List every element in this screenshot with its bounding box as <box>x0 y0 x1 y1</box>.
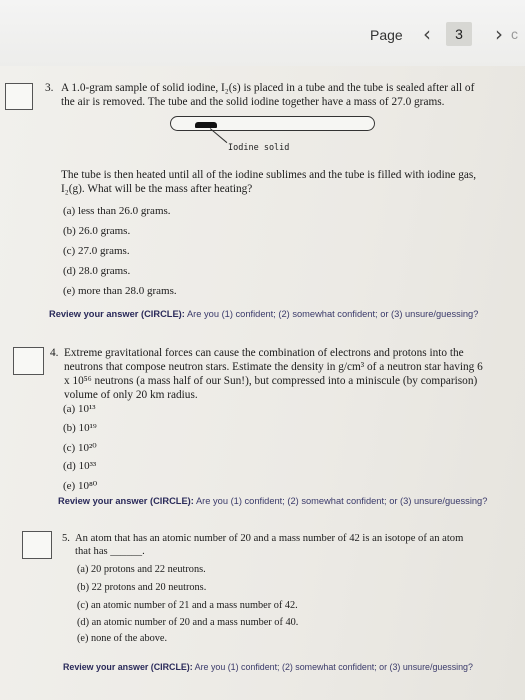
q3-review-label: Review your answer (CIRCLE): <box>49 309 185 319</box>
q3-answer-box[interactable] <box>5 83 33 110</box>
q4-choice-c[interactable]: (c) 10²⁰ <box>63 442 97 454</box>
q4-choice-b[interactable]: (b) 10¹⁹ <box>63 422 97 434</box>
q5-choice-d[interactable]: (d) an atomic number of 20 and a mass number of 40. <box>77 617 299 628</box>
q5-number: 5. <box>62 533 70 544</box>
q4-choice-d[interactable]: (d) 10³³ <box>63 460 97 472</box>
q4-text-line-4: volume of only 20 km radius. <box>64 389 198 401</box>
q4-review-prompt[interactable] <box>58 496 487 506</box>
q3-text-line-3: The tube is then heated until all of the iodine sublimes and the tube is filled with iodine gas, <box>61 169 477 181</box>
q4-answer-box[interactable] <box>13 347 44 375</box>
page-label: Page <box>370 27 403 43</box>
iodine-solid-figure <box>195 122 217 128</box>
q4-choice-a[interactable]: (a) 10¹³ <box>63 403 96 415</box>
question-5 <box>62 532 464 557</box>
q5-review-prompt[interactable] <box>63 662 473 672</box>
q3-text-line-4: I₂(g). What will be the mass after heating? <box>61 183 253 195</box>
q5-answer-box[interactable] <box>22 531 52 559</box>
q4-review-options: Are you (1) confident; (2) somewhat confident; or (3) unsure/guessing? <box>193 496 488 506</box>
previous-page-icon[interactable]: ‹ <box>423 22 431 46</box>
cut-off-text: c <box>511 26 518 42</box>
q5-text-line-1: An atom that has an atomic number of 20 and a mass number of 42 is an isotope of an atom <box>75 533 464 544</box>
page-toolbar <box>0 0 525 67</box>
q3-choice-b[interactable]: (b) 26.0 grams. <box>63 225 131 237</box>
q5-choice-e[interactable]: (e) none of the above. <box>77 633 168 644</box>
q3-text-line-1: A 1.0-gram sample of solid iodine, I₂(s) is placed in a tube and the tube is sealed after all of <box>61 82 475 94</box>
question-3 <box>45 81 505 108</box>
question-4 <box>50 346 483 401</box>
q5-choice-b[interactable]: (b) 22 protons and 20 neutrons. <box>77 582 207 593</box>
q4-choice-e[interactable]: (e) 10⁸⁰ <box>63 480 98 492</box>
q4-text-line-2: neutrons that compose neutron stars. Estimate the density in g/cm³ of a neutron star having 6 <box>64 361 483 373</box>
q5-choice-a[interactable]: (a) 20 protons and 22 neutrons. <box>77 564 206 575</box>
q5-choice-c[interactable]: (c) an atomic number of 21 and a mass number of 42. <box>77 600 298 611</box>
q4-text-line-3: x 10⁵⁶ neutrons (a mass half of our Sun!), but compressed into a miniscule (by comparison) <box>64 375 478 387</box>
q3-choice-d[interactable]: (d) 28.0 grams. <box>63 265 131 277</box>
q3-choice-a[interactable]: (a) less than 26.0 grams. <box>63 205 171 217</box>
q3-number: 3. <box>45 82 54 94</box>
q3-review-prompt[interactable] <box>49 309 478 319</box>
q5-text-line-2: that has ______. <box>75 546 145 557</box>
q3-continued <box>61 168 476 196</box>
q4-text-line-1: Extreme gravitational forces can cause the combination of electrons and protons into the <box>64 347 464 359</box>
q3-review-options: Are you (1) confident; (2) somewhat confident; or (3) unsure/guessing? <box>184 309 479 319</box>
q4-number: 4. <box>50 347 59 359</box>
q3-choice-c[interactable]: (c) 27.0 grams. <box>63 245 130 257</box>
q4-review-label: Review your answer (CIRCLE): <box>58 496 194 506</box>
q3-text-line-2: the air is removed. The tube and the solid iodine together have a mass of 27.0 grams. <box>61 96 445 108</box>
next-page-icon[interactable]: › <box>495 22 503 46</box>
current-page-number[interactable]: 3 <box>446 22 472 46</box>
q5-review-options: Are you (1) confident; (2) somewhat confident; or (3) unsure/guessing? <box>192 662 473 672</box>
q5-review-label: Review your answer (CIRCLE): <box>63 662 193 672</box>
figure-label: Iodine solid <box>228 143 290 153</box>
q3-choice-e[interactable]: (e) more than 28.0 grams. <box>63 285 177 297</box>
